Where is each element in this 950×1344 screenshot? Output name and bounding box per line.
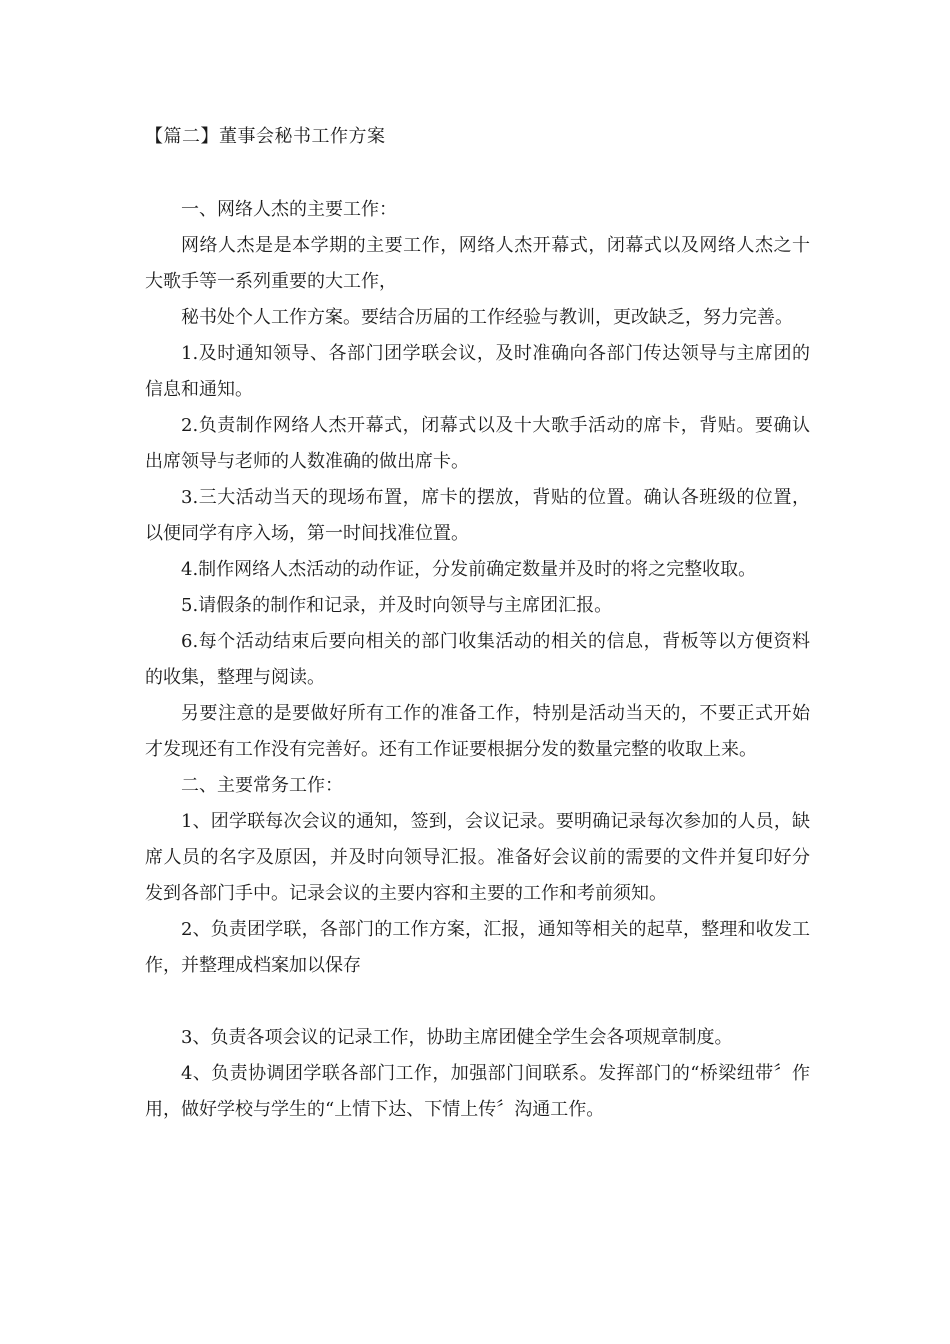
list-item: 1.及时通知领导、各部门团学联会议，及时准确向各部门传达领导与主席团的信息和通知。 — [145, 343, 810, 400]
paragraph: 另要注意的是要做好所有工作的准备工作，特别是活动当天的，不要正式开始才发现还有工作没有完善好。还有工作证要根据分发的数量完整的收取上来。 — [145, 703, 810, 760]
paragraph: 网络人杰是是本学期的主要工作，网络人杰开幕式，闭幕式以及网络人杰之十大歌手等一系列重要的大工作， — [145, 235, 810, 292]
document-title: 【篇二】董事会秘书工作方案 — [145, 126, 386, 147]
list-item: 6.每个活动结束后要向相关的部门收集活动的相关的信息，背板等以方便资料的收集，整理与阅读。 — [145, 631, 810, 688]
list-item: 4.制作网络人杰活动的动作证，分发前确定数量并及时的将之完整收取。 — [181, 559, 757, 580]
document-body — [145, 192, 810, 1128]
list-item: 3、负责各项会议的记录工作，协助主席团健全学生会各项规章制度。 — [181, 1027, 733, 1048]
list-item: 2.负责制作网络人杰开幕式，闭幕式以及十大歌手活动的席卡，背贴。要确认出席领导与老师的人数准确的做出席卡。 — [145, 415, 810, 472]
list-item: 2、负责团学联，各部门的工作方案，汇报，通知等相关的起草，整理和收发工作，并整理成档案加以保存 — [145, 919, 810, 976]
section-heading-1: 一、网络人杰的主要工作： — [181, 199, 397, 220]
section-heading-2: 二、主要常务工作： — [181, 775, 343, 796]
list-item: 3.三大活动当天的现场布置，席卡的摆放，背贴的位置。确认各班级的位置，以便同学有序入场，第一时间找准位置。 — [145, 487, 810, 544]
paragraph: 秘书处个人工作方案。要结合历届的工作经验与教训，更改缺乏，努力完善。 — [181, 307, 793, 328]
list-item: 1、团学联每次会议的通知，签到，会议记录。要明确记录每次参加的人员，缺席人员的名字及原因，并及时向领导汇报。准备好会议前的需要的文件并复印好分发到各部门手中。记录会议的主要内容和主要的工作和考前须知。 — [145, 811, 810, 904]
list-item: 4、负责协调团学联各部门工作，加强部门间联系。发挥部门的“桥梁纽带〞作用，做好学校与学生的“上情下达、下情上传〞沟通工作。 — [145, 1063, 810, 1120]
list-item: 5.请假条的制作和记录，并及时向领导与主席团汇报。 — [181, 595, 613, 616]
